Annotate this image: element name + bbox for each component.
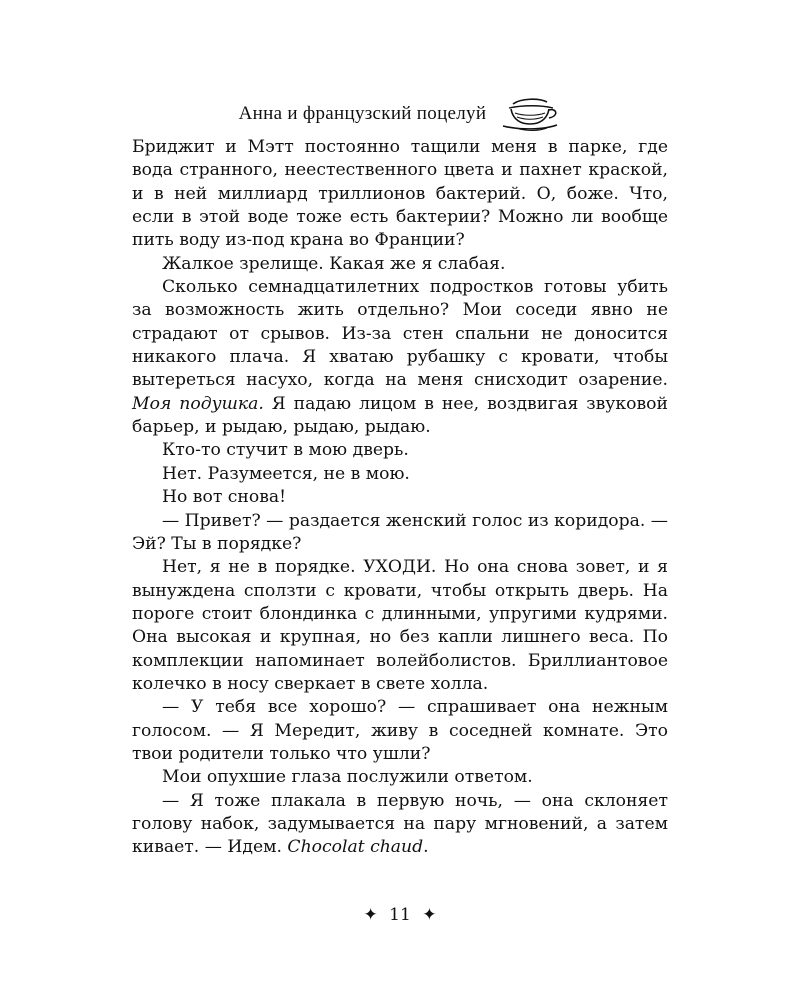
italic-phrase: Моя подушка. [132, 393, 264, 414]
paragraph: Бриджит и Мэтт постоянно тащили меня в парке, где вода странного, неестественного цвета и пахнет краской, и в ней миллиард триллионов бактерий. О, боже. Что, если в этой воде тоже есть бактерии? Можно ли вообще пить воду из-под крана во Франции? [132, 137, 668, 251]
ornament-star-icon: ✦ [363, 905, 378, 925]
paragraph-text: Я падаю лицом в нее, воздвигая звуковой барьер, и рыдаю, рыдаю, рыдаю. [132, 393, 668, 438]
running-header [0, 96, 800, 132]
ornament-star-icon: ✦ [422, 905, 437, 925]
paragraph [132, 790, 668, 860]
paragraph-text: Сколько семнадцатилетних подростков готовы убить за возможность жить отдельно? Мои соседи явно не страдают от срывов. Из-за стен спальни не доносится никакого плача. Я хватаю рубашку с кровати, чтобы вытереться насухо, когда на меня снисходит озарение. [132, 277, 668, 391]
paragraph [132, 276, 668, 439]
paragraph-text: — Я тоже плакала в первую ночь, — она склоняет голову набок, задумывается на пару мгновений, а затем кивает. — Идем. [132, 790, 668, 858]
page-folio [0, 905, 800, 925]
paragraph: Мои опухшие глаза послужили ответом. [162, 767, 533, 788]
teacup-icon [499, 96, 561, 132]
paragraph: Жалкое зрелище. Какая же я слабая. [162, 253, 506, 274]
paragraph: Кто-то стучит в мою дверь. [162, 440, 409, 461]
body-text [132, 136, 668, 860]
paragraph: Нет, я не в порядке. УХОДИ. Но она снова зовет, и я вынуждена сползти с кровати, чтобы открыть дверь. На пороге стоит блондинка с длинными, упругими кудрями. Она высокая и крупная, но без капли лишнего веса. По комплекции напоминает волейболистов. Бриллиантовое колечко в носу сверкает в свете холла. [132, 557, 668, 694]
paragraph: Нет. Разумеется, не в мою. [162, 463, 410, 484]
paragraph: — У тебя все хорошо? — спрашивает она нежным голосом. — Я Мередит, живу в соседней комнате. Это твои родители только что ушли? [132, 697, 668, 764]
paragraph-text: . [423, 837, 429, 858]
running-title: Анна и французский поцелуй [238, 103, 487, 124]
paragraph: — Привет? — раздается женский голос из коридора. — Эй? Ты в порядке? [132, 510, 668, 554]
italic-phrase: Chocolat chaud [287, 837, 424, 858]
page-number: 11 [389, 905, 411, 925]
paragraph: Но вот снова! [162, 487, 287, 508]
